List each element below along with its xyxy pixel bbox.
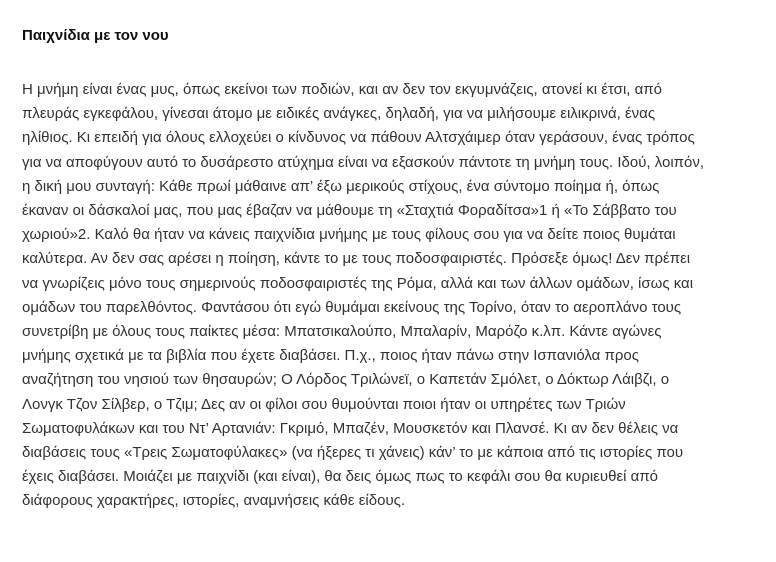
article <box>22 0 705 514</box>
article-title: Παιχνίδια με τον νου <box>22 27 169 44</box>
text-line: καλύτερα. Αν δεν σας αρέσει η ποίηση, κάντε το με τους ποδοσφαιριστές. Πρόσεξε όμως! Δεν πρέπει <box>22 250 691 268</box>
text-line: διαβάσεις τους «Τρεις Σωματοφύλακες» (να ήξερες τι χάνεις) κάν’ το με κάποια από τις ιστορίες που <box>22 444 684 462</box>
text-line: συνετρίβη με όλους τους παίκτες μέσα: Μπατσικαλούπο, Μπαλαρίν, Μαρόζο κ.λπ. Κάντε αγώνες <box>22 323 662 341</box>
text-line: πλευράς εγκεφάλου, γίνεσαι άτομο με ειδικές ανάγκες, δηλαδή, για να μιλήσουμε ειλικρινά, ένας <box>22 105 656 123</box>
text-line: έχεις διαβάσει. Μοιάζει με παιχνίδι (και είναι), θα δεις όμως πως το κεφάλι σου θα κυριευθεί από <box>22 468 659 486</box>
text-line: αναζήτηση του νησιού των θησαυρών; Ο Λόρδος Τριλώνεϊ, ο Καπετάν Σμόλετ, ο Δόκτωρ Λάιβζι, ο <box>22 371 670 389</box>
text-line: διάφορους χαρακτήρες, ιστορίες, αναμνήσεις κάθε είδους. <box>22 492 406 510</box>
text-line: Σωματοφυλάκων και του Ντ’ Αρτανιάν: Γκριμό, Μπαζέν, Μουσκετόν και Πλανσέ. Κι αν δεν θέλεις να <box>22 419 679 437</box>
text-line: έκαναν οι δάσκαλοί μας, που μας έβαζαν να μάθουμε τη «Σταχτιά Φοραδίτσα»1 ή «Το Σάββατο του <box>22 202 677 220</box>
text-line: Η μνήμη είναι ένας μυς, όπως εκείνοι των ποδιών, και αν δεν τον εκγυμνάζεις, ατονεί κι έτσι, από <box>22 81 662 98</box>
text-line: Λονγκ Τζον Σίλβερ, ο Τζιμ; Δες αν οι φίλοι σου θυμούνται ποιοι ήταν οι υπηρέτες των Τριών <box>22 395 626 413</box>
article-body <box>22 46 705 514</box>
text-line: ηλίθιος. Κι επειδή για όλους ελλοχεύει ο κίνδυνος να πάθουν Αλτσχάιμερ όταν γεράσουν, ένας τρόπος <box>22 129 695 147</box>
text-line: η δική μου συνταγή: Κάθε πρωί μάθαινε απ’ έξω μερικούς στίχους, ένα σύντομο ποίημα ή, όπως <box>22 177 660 195</box>
text-line: χωριού»2. Καλό θα ήταν να κάνεις παιχνίδια μνήμης με τους φίλους σου για να δείτε ποιος θυμάται <box>22 226 676 244</box>
text-line: για να αποφύγουν αυτό το δυσάρεστο ατύχημα είναι να εξασκούν πάντοτε τη μνήμη τους. Ιδού, λοιπόν, <box>22 153 705 171</box>
text-line: να γνωρίζεις μόνο τους σημερινούς ποδοσφαιριστές της Ρόμα, αλλά και των άλλων ομάδων, ίσως και <box>22 274 694 292</box>
text-line: μνήμης σχετικά με τα βιβλία που έχετε διαβάσει. Π.χ., ποιος ήταν πάνω στην Ισπανιόλα προς <box>22 347 639 365</box>
text-line: ομάδων του παρελθόντος. Φαντάσου ότι εγώ θυμάμαι εκείνους της Τορίνο, όταν το αεροπλάνο τους <box>22 298 682 316</box>
